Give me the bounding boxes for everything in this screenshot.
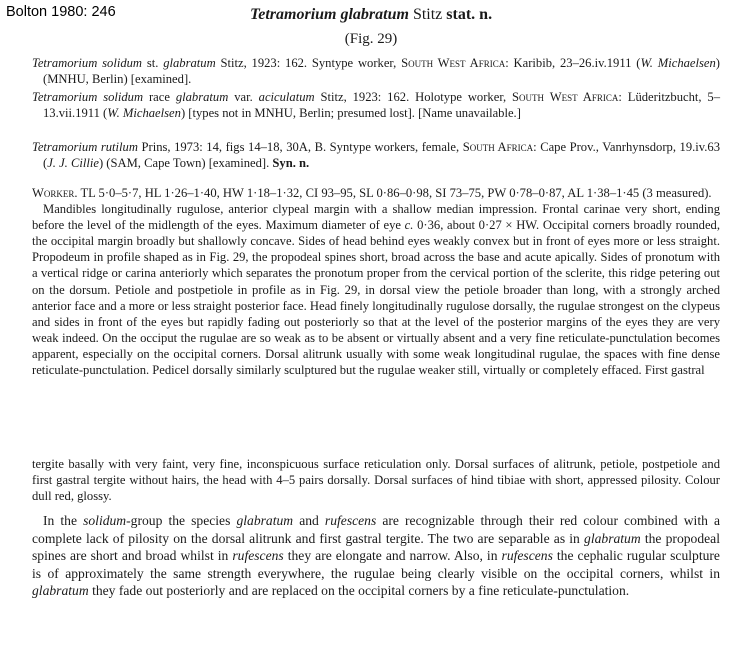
taxon-name: Tetramorium rutilum	[32, 140, 138, 154]
caste-label: Worker	[32, 186, 75, 200]
taxon-epithet: aciculatum	[258, 90, 315, 104]
taxon-name: rufescens	[232, 548, 284, 564]
citation-text: Stitz, 1923: 162. Syntype worker,	[220, 56, 397, 70]
citation-text: Stitz, 1923: 162. Holotype worker,	[320, 90, 507, 104]
taxon-name: rufescens	[324, 513, 377, 528]
synonymy-note: Syn. n.	[272, 155, 310, 170]
locality-region: South West Africa	[401, 56, 506, 70]
synonymy-entry	[32, 90, 720, 121]
description-text: 0·36, about 0·27 × HW. Occipital corners broadly rounded, the occipital margin broadly but shallowly concave. Sides of head behind eyes weakly convex but in front of eyes more or less straight. Propodeum in profile shaped as in Fig. 29, the propodeal spines short, broad across the base and acute apically. Sides of pronotum with a vertical ridge or carina anteriorly which separates the pronotum proper from the cervical portion of the sclerite, this ridge petering out on the dorsum. Petiole and postpetiole in profile as in Fig. 29, in dorsal view the petiole broader than long, with a strongly arched anterior face and a more or less straight posterior face. Head finely longitudinally rugulose dorsally, the rugulae strongest on the clypeus and sides in front of the eyes but rapidly fading out posteriorly so that at the level of the posterior margins of the eyes they are very weak indeed. On the occiput the rugulae are so weak as to be absent or virtually absent and a very fine reticulate-punctulation becomes apparent, especially on the occipital corners. Dorsal alitrunk usually with some weak longitudinal rugulae, the spaces with fine dense reticulate-punctulation. Pedicel dorsally similarly sculptured but the rugulae weaker still, virtually or completely effaced. First gastral	[32, 218, 720, 378]
locality-region: South Africa	[462, 140, 534, 154]
measurements-text: . TL 5·0–5·7, HL 1·26–1·40, HW 1·18–1·32, CI 93–95, SL 0·86–0·98, SI 73–75, PW 0·78–0·87, AL 1·38–1·45 (3 measured).	[74, 186, 712, 200]
taxon-rank: var.	[234, 90, 253, 104]
taxon-name: Tetramorium solidum	[32, 56, 143, 70]
taxon-name: glabratum	[584, 530, 641, 546]
species-heading	[0, 6, 742, 24]
discussion-text: In the	[43, 513, 77, 528]
collector-name: J. J. Cillie	[47, 155, 99, 170]
taxon-name: solidum	[83, 513, 127, 528]
discussion-text: -group the species	[126, 513, 231, 528]
species-name: Tetramorium glabratum	[249, 6, 409, 23]
discussion-text: are recognizable through their red colour combined with a complete lack of pilosity on the dorsal alitrunk and first gastral tergite. The two are separable as in	[32, 513, 721, 546]
species-status: stat. n.	[446, 6, 493, 23]
taxon-epithet: glabratum	[163, 56, 216, 70]
description-text: Mandibles longitudinally rugulose, anterior clypeal margin with a shallow median impression. Frontal carinae very short, ending before the level of the midlength of the eyes. Maximum diameter of eye	[32, 202, 720, 233]
source-citation-tag: Bolton 1980: 246	[6, 4, 116, 20]
citation-text: Prins, 1973: 14, figs 14–18, 30A, B. Syntype workers, female,	[141, 140, 460, 154]
discussion-paragraph	[32, 512, 720, 600]
type-repository: ) (MNHU, Berlin) [examined].	[43, 56, 720, 86]
species-author: Stitz	[412, 6, 443, 23]
discussion-text: they fade out posteriorly and are replaced on the occipital corners by a fine reticulate-punctulation.	[92, 583, 630, 599]
discussion-text: the propodeal spines are short and broad whilst in	[32, 530, 720, 564]
taxon-name: glabratum	[32, 583, 89, 599]
locality-text: : Karibib, 23–26.iv.1911 (	[505, 56, 641, 70]
synonymy-entry	[32, 140, 720, 171]
discussion-text: the cephalic rugular sculpture is of approximately the same strength everywhere, the rugulae being clearly visible on the occipital corners, whilst in	[32, 548, 720, 581]
taxon-name: rufescens	[501, 548, 553, 564]
taxon-name: glabratum	[236, 513, 294, 528]
taxon-rank: race	[148, 90, 170, 104]
taxon-epithet: glabratum	[175, 90, 229, 104]
locality-region: South West Africa	[512, 90, 619, 104]
worker-description-continued: tergite basally with very faint, very fine, inconspicuous surface reticulation only. Dorsal surfaces of alitrunk, petiole, postpetiole and first gastral tergite without hairs, the head with 4–5 pairs dorsally. Dorsal surfaces of hind tibiae with short, appressed pilosity. Colour dull red, glossy.	[32, 457, 720, 504]
collector-name: W. Michaelsen	[640, 56, 716, 70]
discussion-text: and	[299, 513, 319, 528]
locality-text: : Lüderitzbucht, 5–13.vii.1911 (	[43, 90, 721, 120]
taxon-rank: st.	[146, 56, 159, 70]
type-repository: ) (SAM, Cape Town) [examined].	[98, 155, 270, 170]
locality-text: : Cape Prov., Vanrhynsdorp, 19.iv.63 (	[43, 140, 720, 170]
taxon-name: Tetramorium solidum	[32, 90, 144, 104]
figure-reference: (Fig. 29)	[344, 31, 398, 47]
synonymy-entry	[32, 56, 720, 87]
type-repository: ) [types not in MNHU, Berlin; presumed lost]. [Name unavailable.]	[180, 105, 521, 120]
worker-description	[32, 185, 720, 378]
discussion-text: they are elongate and narrow. Also, in	[287, 548, 498, 564]
circa-abbrev: c.	[404, 218, 414, 233]
collector-name: W. Michaelsen	[107, 105, 181, 120]
